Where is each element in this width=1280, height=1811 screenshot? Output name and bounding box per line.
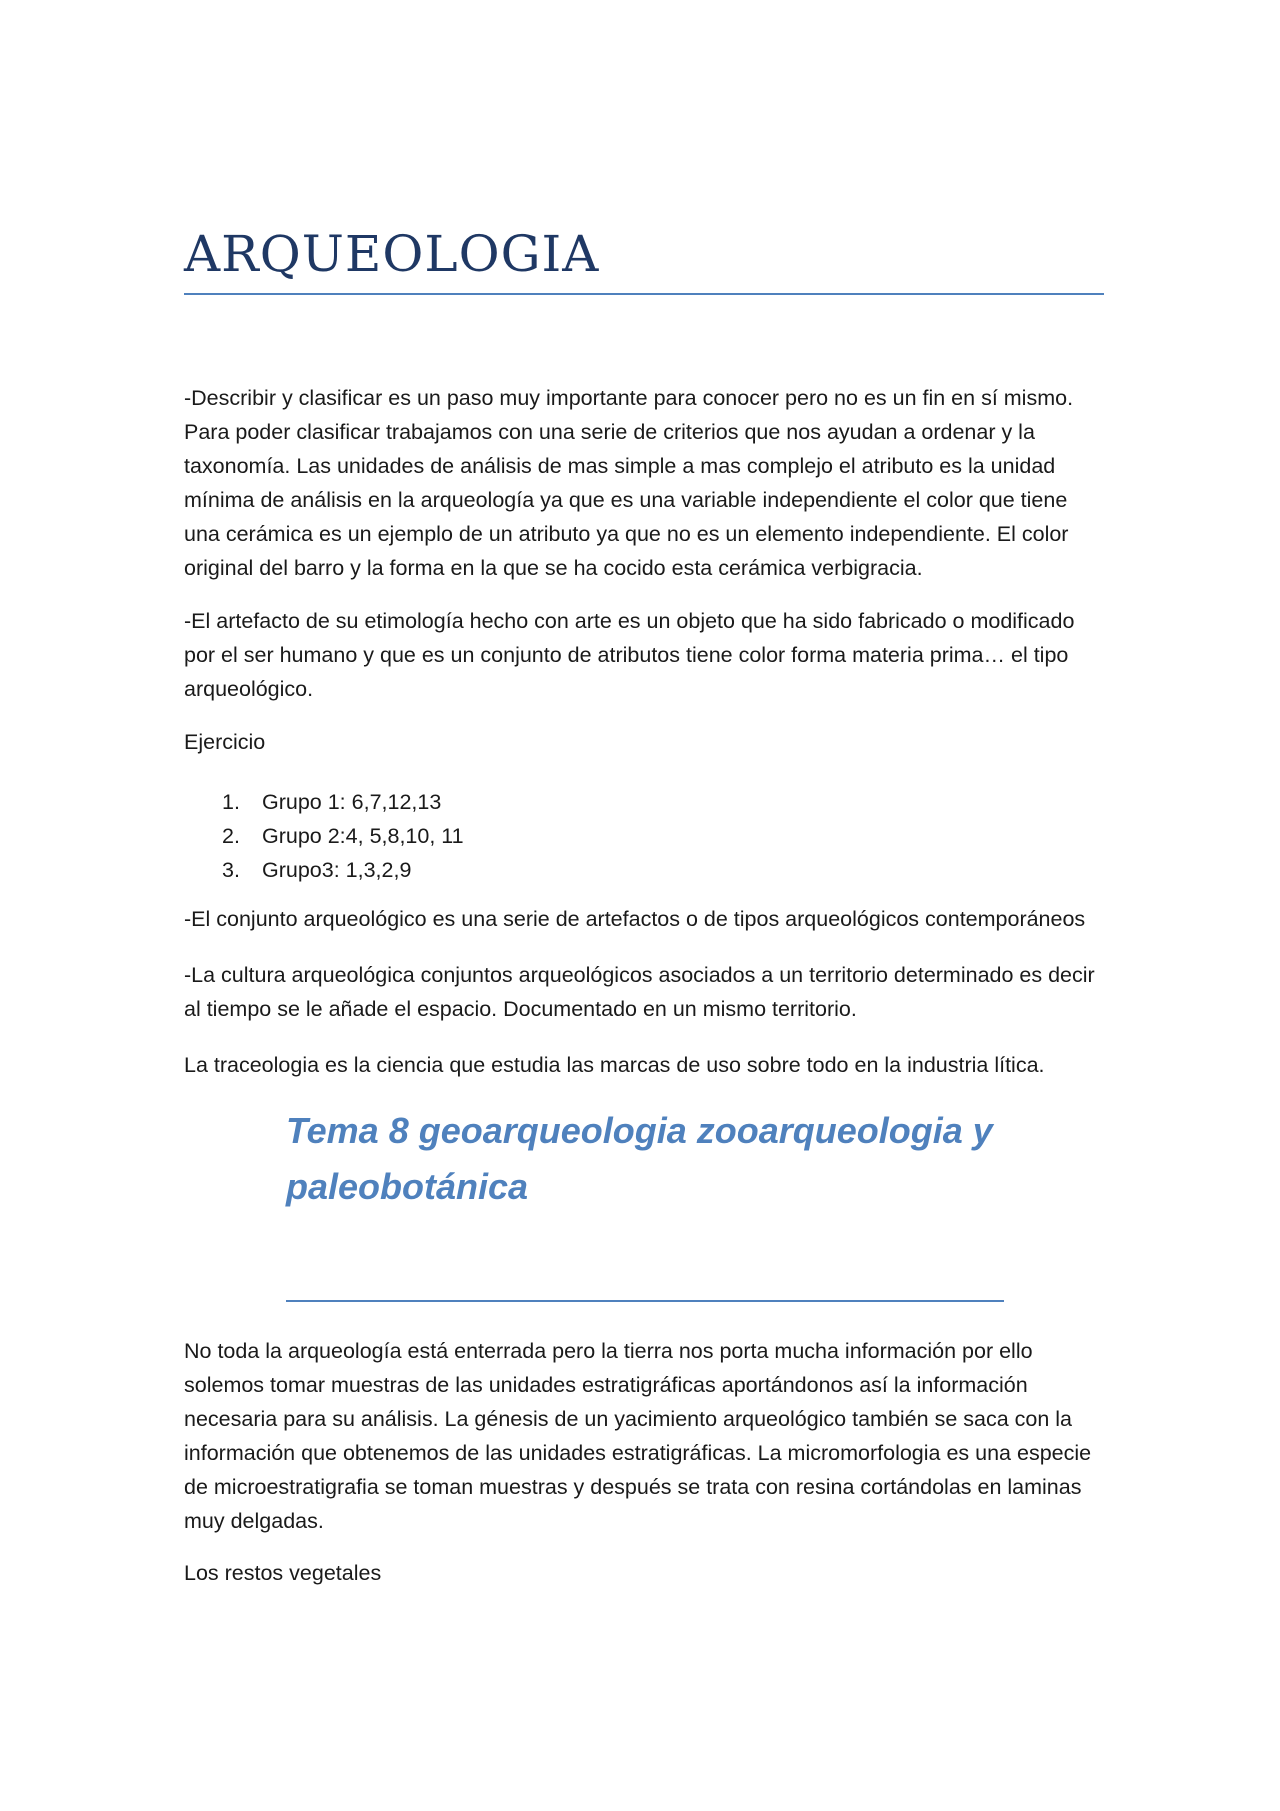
document-title: ARQUEOLOGIA xyxy=(184,225,600,283)
list-number: 3. xyxy=(222,858,240,882)
title-underline xyxy=(184,293,1104,295)
list-number: 1. xyxy=(222,790,240,814)
paragraph-geoarqueologia: No toda la arqueología está enterrada pero la tierra nos porta mucha información por ello solemos tomar muestras de las unidades estratigráficas aportándonos así la información necesaria para su análisis. La génesis de un yacimiento arqueológico también se saca con la información que obtenemos de las unidades estratigráficas. La micromorfologia es una especie de microestratigrafia se toman muestras y después se trata con resina cortándolas en laminas muy delgadas. xyxy=(184,1339,1092,1533)
paragraph-restos-vegetales: Los restos vegetales xyxy=(184,1561,382,1585)
paragraph-conjunto: -El conjunto arqueológico es una serie de artefactos o de tipos arqueológicos contemporáneos xyxy=(184,907,1086,931)
list-text: Grupo3: 1,3,2,9 xyxy=(262,858,412,882)
paragraph-artefacto: -El artefacto de su etimología hecho con arte es un objeto que ha sido fabricado o modificado por el ser humano y que es un conjunto de atributos tiene color forma materia prima… el tipo arqueológico. xyxy=(184,609,1075,701)
list-text: Grupo 2:4, 5,8,10, 11 xyxy=(262,824,464,848)
exercise-list xyxy=(184,785,1104,887)
section-heading: Tema 8 geoarqueologia zooarqueologia y paleobotánica xyxy=(286,1110,993,1207)
paragraph-cultura: -La cultura arqueológica conjuntos arqueológicos asociados a un territorio determinado es decir al tiempo se le añade el espacio. Documentado en un mismo territorio. xyxy=(184,963,1095,1021)
section-underline xyxy=(286,1300,1004,1302)
list-item xyxy=(184,819,1104,853)
paragraph-traceologia: La traceologia es la ciencia que estudia las marcas de uso sobre todo en la industria lítica. xyxy=(184,1053,1045,1077)
paragraph-ejercicio: Ejercicio xyxy=(184,730,266,754)
paragraph-clasificar: -Describir y clasificar es un paso muy importante para conocer pero no es un fin en sí mismo. Para poder clasificar trabajamos con una serie de criterios que nos ayudan a ordenar y la taxonomía. Las unidades de análisis de mas simple a mas complejo el atributo es la unidad mínima de análisis en la arqueología ya que es una variable independiente el color que tiene una cerámica es un ejemplo de un atributo ya que no es un elemento independiente. El color original del barro y la forma en la que se ha cocido esta cerámica verbigracia. xyxy=(184,386,1074,580)
list-item xyxy=(184,853,1104,887)
list-item xyxy=(184,785,1104,819)
list-number: 2. xyxy=(222,824,240,848)
list-text: Grupo 1: 6,7,12,13 xyxy=(262,790,442,814)
